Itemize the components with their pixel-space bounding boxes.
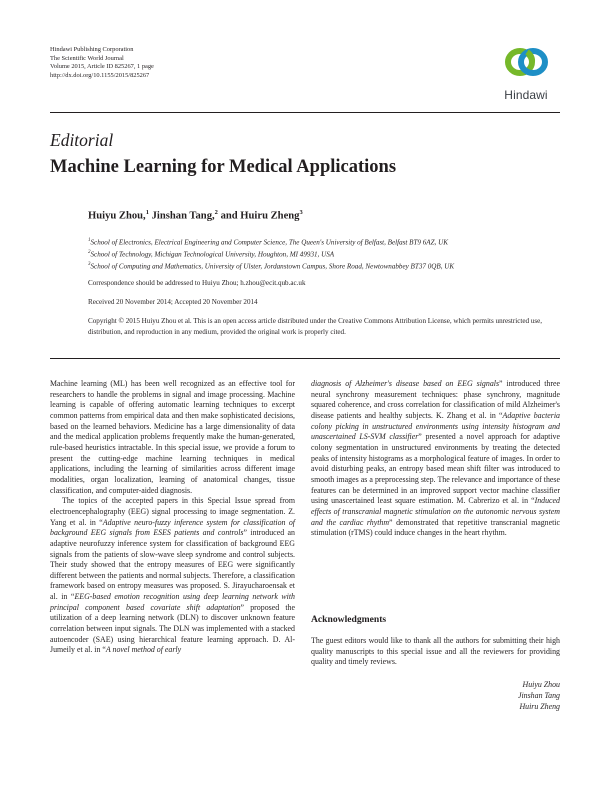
publisher-name: Hindawi Publishing Corporation [50,46,134,53]
body-paragraph-2-start: The topics of the accepted papers in this Special Issue spread from electroencephalography (EEG) signal processing to image segmentation. Z. Yang et al. in “Adaptive neuro-fuzzy inference system for classification of background EEG signals from ESES patients and controls” introduced an adaptive neurofuzzy inference system for classification of background EEG signals from the patients of slow-wave sleep syndrome and control subjects. Their study showed that the entropy measures of EEG were significantly different between the patients and normal subjects. Therefore, a classification framework based on entropy measures was proposed. S. Jirayucharoensak et al. in “EEG-based emotion recognition using deep learning network with principal component based covariate shift adaptation” proposed the utilization of a deep learning network (DLN) to discover unknown feature correlation between input signals. The DLN was implemented with a stacked autoencoder (SAE) using hierarchical feature learning approach. D. Al-Jumeily et al. in “A novel method of early [50,496,295,655]
author-name: Jinshan Tang, [151,210,215,222]
editor-name: Jinshan Tang [517,691,560,701]
author-affil-sup: 1 [145,209,149,216]
affiliation-item: $^3$School of Computing and Mathematics, University of Ulster, Jordanstown Campus, Shore Road, Newtownabbey BT37 0QB, UK [88,261,455,271]
journal-name: The Scientific World Journal [50,54,124,62]
author-name: and Huiru Zheng [220,210,300,222]
abstract-rule [50,358,560,359]
acknowledgments-text: The guest editors would like to thank all the authors for submitting their high quality manuscripts to this special issue and all the reviewers for providing quality and timely reviews. [311,636,560,667]
hindawi-rings-icon [497,40,555,86]
journal-header [50,46,154,81]
body-paragraph-1: Machine learning (ML) has been well recognized as an effective tool for researchers to handle the problems in signal and image processing. Machine learning is capable of offering automatic learning techniques to excerpt common patterns from empirical data and then make sophisticated decisions, based on the learned behaviors. Medicine has a large dimensionality of data and the medical application problems frequently make the human-generated, rule-based heuristics intractable. In this special issue, we provide a forum to present the cutting-edge machine learning techniques in medical applications, including the learning of similarities across different image modalities, organ localization, learning of anatomical changes, tissue classification, and computer-aided diagnosis. [50,379,295,495]
author-affil-sup: 3 [299,209,303,216]
header-rule [50,112,560,113]
author-affil-sup: 2 [214,209,218,216]
author-list [88,209,303,222]
hindawi-logo [497,40,555,102]
article-title: Machine Learning for Medical Applications [50,157,397,177]
volume-info: Volume 2015, Article ID 825267, 1 page [50,63,154,71]
author-name: Huiyu Zhou, [88,210,146,222]
received-accepted-dates: Received 20 November 2014; Accepted 20 November 2014 [88,298,258,306]
editor-name: Huiyu Zhou [522,680,560,689]
article-type: Editorial [50,130,114,150]
logo-wordmark: Hindawi [504,88,548,102]
body-paragraph-2-cont: diagnosis of Alzheimer's disease based on EEG signals” introduced three neural synchrony measurement techniques: phase synchrony, magnitude squared coherence, and cross correlation for classification of mild Alzheimer's disease patients and healthy subjects. K. Zhang et al. in “Adaptive bacteria colony picking in unstructured environments using intensity histogram and unascertained LS-SVM classifier” presented a novel approach for adaptive colony segmentation in unstructured environments by treating the detected peaks of intensity histograms as a morphological feature of images. In order to avoid disturbing peaks, an entropy based mean shift filter was introduced to smooth images as a preprocessing step. The relevance and importance of these features can be determined in an improved support vector machine classifier using unascertained least square estimation. M. Cabrerizo et al. in “Induced effects of transcranial magnetic stimulation on the autonomic nervous system and the cardiac rhythm” demonstrated that repetitive transcranial magnetic stimulation (rTMS) could induce changes in the heart rhythm. [311,379,560,538]
body-column-right [311,379,560,539]
editor-name: Huiru Zheng [519,702,560,712]
body-column-left [50,379,295,656]
affiliation-item: $^1$School of Electronics, Electrical Engineering and Computer Science, The Queen's University of Belfast, Belfast BT9 6AZ, UK [88,238,448,247]
guest-editors [518,679,560,713]
acknowledgments-heading: Acknowledgments [311,614,387,625]
doi-link[interactable]: http://dx.doi.org/10.1155/2015/825267 [50,72,150,80]
correspondence: Correspondence should be addressed to Huiyu Zhou; h.zhou@ecit.qub.ac.uk [88,279,306,287]
copyright-notice: Copyright © 2015 Huiyu Zhou et al. This is an open access article distributed under the Creative Commons Attribution License, which permits unrestricted use, distribution, and reproduction in any medium, provided the original work is properly cited. [88,317,543,336]
affiliation-item: $^2$School of Technology, Michigan Technological University, Houghton, MI 49931, USA [88,249,335,259]
affiliations [88,236,454,272]
